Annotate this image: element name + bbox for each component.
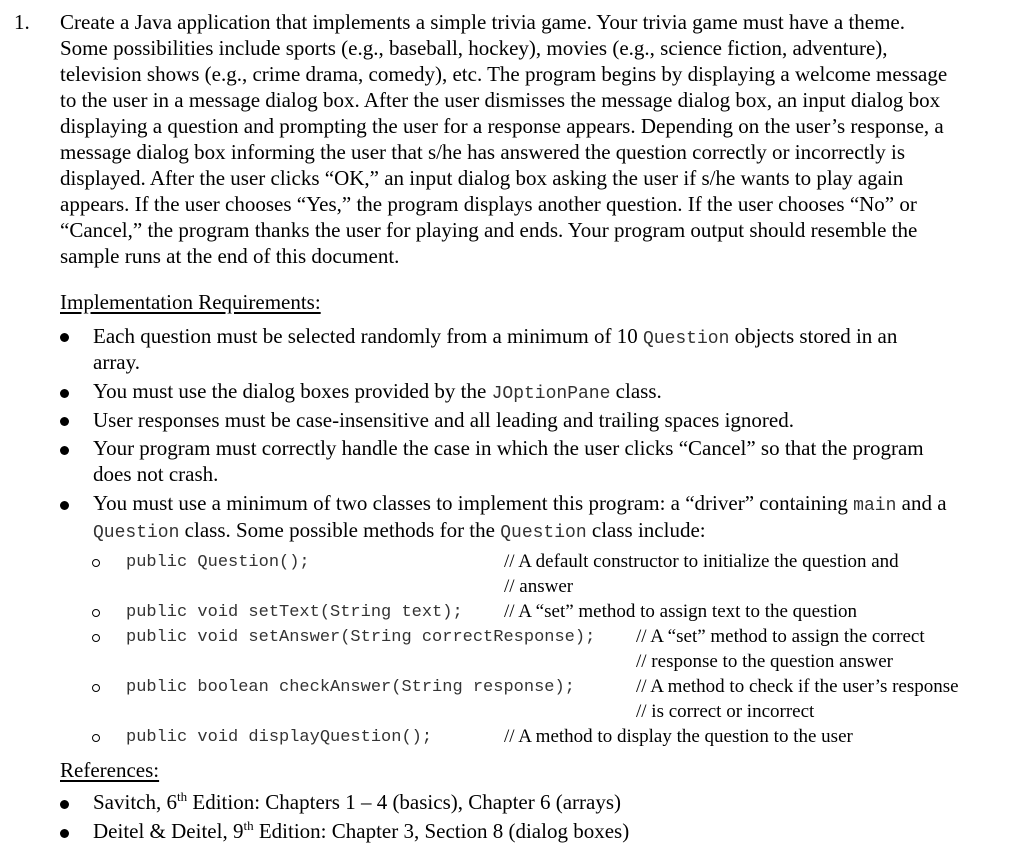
method-comment: // A “set” method to assign the correct bbox=[636, 626, 925, 647]
bullet-icon bbox=[60, 437, 72, 449]
sub-bullet-icon bbox=[92, 559, 100, 567]
requirement-joptionpane: You must use the dialog boxes provided by the JOptionPane class. bbox=[93, 379, 662, 404]
question-number: 1. bbox=[14, 10, 30, 34]
requirement-two-classes: You must use a minimum of two classes to implement this program: a “driver” containing main and a bbox=[93, 491, 947, 516]
method-comment: // A method to check if the user’s response bbox=[636, 676, 959, 697]
description-line: message dialog box informing the user that s/he has answered the question correctly or incorrectly is bbox=[60, 140, 906, 164]
bullet-icon bbox=[60, 820, 72, 832]
bullet-icon bbox=[60, 380, 72, 392]
sub-bullet-icon bbox=[92, 734, 100, 742]
requirement-cancel-handling-cont: does not crash. bbox=[93, 462, 219, 486]
description-line: sample runs at the end of this document. bbox=[60, 244, 400, 268]
method-comment: // A default constructor to initialize the question and bbox=[504, 551, 899, 572]
reference-deitel: Deitel & Deitel, 9th Edition: Chapter 3, Section 8 (dialog boxes) bbox=[93, 818, 630, 843]
description-line: Some possibilities include sports (e.g., baseball, hockey), movies (e.g., science fiction, adventure), bbox=[60, 36, 888, 60]
method-signature: public boolean checkAnswer(String response); bbox=[126, 678, 575, 697]
description-line: to the user in a message dialog box. After the user dismisses the message dialog box, an input dialog box bbox=[60, 88, 941, 112]
bullet-icon bbox=[60, 324, 72, 336]
bullet-icon bbox=[60, 492, 72, 504]
bullet-icon bbox=[60, 408, 72, 420]
method-comment: // response to the question answer bbox=[636, 651, 893, 672]
description-line: television shows (e.g., crime drama, comedy), etc. The program begins by displaying a welcome message bbox=[60, 62, 948, 86]
sub-bullet-icon bbox=[92, 634, 100, 642]
method-signature: public void setAnswer(String correctResponse); bbox=[126, 628, 596, 647]
sub-bullet-icon bbox=[92, 609, 100, 617]
description-line: Create a Java application that implements a simple trivia game. Your trivia game must have a theme. bbox=[60, 10, 906, 34]
requirement-two-classes-cont: Question class. Some possible methods for the Question class include: bbox=[93, 518, 706, 543]
description-line: appears. If the user chooses “Yes,” the program displays another question. If the user chooses “No” or bbox=[60, 192, 917, 216]
implementation-requirements-heading: Implementation Requirements: bbox=[60, 290, 321, 314]
bullet-icon bbox=[60, 791, 72, 803]
question-description bbox=[60, 9, 1005, 269]
description-line: displayed. After the user clicks “OK,” an input dialog box asking the user if s/he wants to play again bbox=[60, 166, 904, 190]
reference-savitch: Savitch, 6th Edition: Chapters 1 – 4 (basics), Chapter 6 (arrays) bbox=[93, 789, 622, 814]
requirement-random-questions-cont: array. bbox=[93, 350, 141, 374]
method-comment: // A “set” method to assign text to the question bbox=[504, 601, 858, 622]
method-signature: public void displayQuestion(); bbox=[126, 728, 433, 747]
method-signature: public void setText(String text); bbox=[126, 603, 463, 622]
method-comment: // A method to display the question to the user bbox=[504, 726, 853, 747]
requirement-cancel-handling: Your program must correctly handle the case in which the user clicks “Cancel” so that the program bbox=[93, 436, 924, 460]
method-comment: // is correct or incorrect bbox=[636, 701, 815, 722]
description-line: displaying a question and prompting the user for a response appears. Depending on the user’s response, a bbox=[60, 114, 944, 138]
references-heading: References: bbox=[60, 758, 160, 782]
method-comment: // answer bbox=[504, 576, 574, 597]
sub-bullet-icon bbox=[92, 684, 100, 692]
requirement-case-insensitive: User responses must be case-insensitive and all leading and trailing spaces ignored. bbox=[93, 408, 794, 432]
description-line: “Cancel,” the program thanks the user for playing and ends. Your program output should resemble the bbox=[60, 218, 918, 242]
requirement-random-questions: Each question must be selected randomly from a minimum of 10 Question objects stored in an bbox=[93, 324, 898, 349]
method-signature: public Question(); bbox=[126, 553, 310, 572]
